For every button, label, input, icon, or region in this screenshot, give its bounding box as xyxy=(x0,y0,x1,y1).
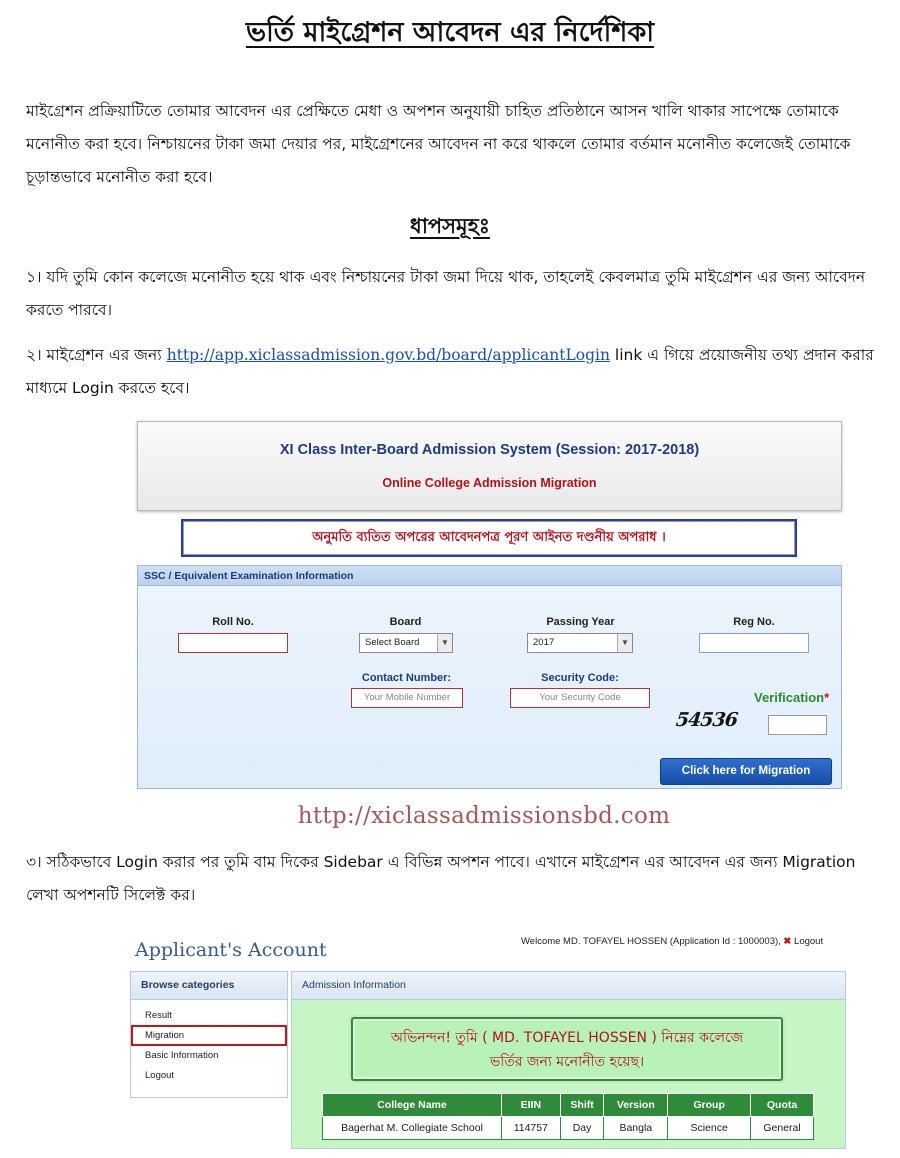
passing-year-value: 2017 xyxy=(533,637,555,648)
sidebar-item-logout[interactable]: Logout xyxy=(145,1070,175,1081)
congratulations-box xyxy=(351,1017,783,1081)
contact-input[interactable]: Your Mobile Number xyxy=(351,688,463,708)
welcome-text: Welcome MD. TOFAYEL HOSSEN (Application Id : 1000003), xyxy=(521,936,781,947)
document-title: ভর্তি মাইগ্রেশন আবেদন এর নির্দেশিকা xyxy=(245,17,655,48)
step-1 xyxy=(26,261,886,327)
intro-line: মনোনীত করা হবে। নিশ্চায়নের টাকা জমা দেয়ার পর, মাইগ্রেশনের আবেদন না করে থাকলে তোমার বর্তমান মনোনীত কলেজেই তোমাকে xyxy=(26,135,851,153)
table-cell: Bangla xyxy=(604,1117,668,1140)
intro-paragraph xyxy=(26,95,886,194)
admission-panel-title: Admission Information xyxy=(292,972,845,1000)
table-header: College Name xyxy=(323,1094,502,1117)
migration-button[interactable]: Click here for Migration xyxy=(660,758,832,785)
intro-line: মাইগ্রেশন প্রক্রিয়াটিতে তোমার আবেদন এর প্রেক্ষিতে মেধা ও অপশন অনুযায়ী চাহিত প্রতিষ্ঠানে আসন খালি থাকার সাপেক্ষে তোমাকে xyxy=(26,102,839,120)
sidebar-item-basic-information[interactable]: Basic Information xyxy=(145,1050,219,1061)
roll-label: Roll No. xyxy=(212,616,254,628)
system-header-box xyxy=(137,421,842,511)
step-2-line xyxy=(26,339,886,372)
captcha-image: 54536 xyxy=(674,709,739,731)
passing-year-select[interactable] xyxy=(527,633,633,653)
table-cell: Bagerhat M. Collegiate School xyxy=(323,1117,502,1140)
step-2-line-2: মাধ্যমে Login করতে হবে। xyxy=(26,379,190,397)
security-input[interactable]: Your Security Code xyxy=(510,688,650,708)
table-cell: General xyxy=(751,1117,814,1140)
legal-warning: অনুমতি ব্যতিত অপরের আবেদনপত্র পূরণ আইনত দণ্ডনীয় অপরাধ । xyxy=(181,519,797,557)
verification-text: Verification xyxy=(754,690,825,705)
step-3-line: লেখা অপশনটি সিলেক্ট কর। xyxy=(26,886,196,904)
close-icon[interactable]: ✖ xyxy=(783,936,792,947)
reg-label: Reg No. xyxy=(733,616,775,628)
congrats-line-1: অভিনন্দন! তুমি ( MD. TOFAYEL HOSSEN ) নিম্নের কলেজে xyxy=(390,1030,744,1046)
sidebar-item-result[interactable]: Result xyxy=(145,1010,172,1021)
security-label: Security Code: xyxy=(541,672,619,684)
table-row xyxy=(323,1117,814,1140)
step-2-prefix: ২। মাইগ্রেশন এর জন্য xyxy=(26,346,167,364)
table-header-row xyxy=(323,1094,814,1117)
required-star: * xyxy=(824,690,830,705)
board-select-value: Select Board xyxy=(365,637,420,648)
sidebar-item-migration[interactable]: Migration xyxy=(145,1030,185,1041)
chevron-down-icon: ▼ xyxy=(617,634,632,652)
reg-input[interactable] xyxy=(699,633,809,653)
table-cell: Day xyxy=(560,1117,604,1140)
watermark: http://xiclassadmissionsbd.com xyxy=(297,803,671,829)
ssc-info-panel xyxy=(137,565,842,789)
contact-label: Contact Number: xyxy=(361,672,452,684)
step-3 xyxy=(26,846,886,912)
system-subtitle: Online College Admission Migration xyxy=(382,476,597,490)
intro-line: চূড়ান্তভাবে মনোনীত করা হবে। xyxy=(26,168,213,186)
verification-label xyxy=(754,690,829,705)
sidebar xyxy=(130,971,288,1098)
step-3-line: ৩। সঠিকভাবে Login করার পর তুমি বাম দিকের Sidebar এ বিভিন্ন অপশন পাবে। এখানে মাইগ্রেশন এর আবেদন এর জন্য Migration xyxy=(26,853,856,871)
welcome-bar xyxy=(521,936,823,947)
account-title: Applicant's Account xyxy=(135,939,327,961)
verification-input[interactable] xyxy=(768,715,827,735)
step-2-suffix: link এ গিয়ে প্রয়োজনীয় তথ্য প্রদান করার xyxy=(609,346,874,364)
step-1-line: ১। যদি তুমি কোন কলেজে মনোনীত হয়ে থাক এবং নিশ্চায়নের টাকা জমা দিয়ে থাক, তাহলেই কেবলমাত্র তুমি মাইগ্রেশন এর জন্য আবেদন xyxy=(26,268,866,286)
college-table xyxy=(322,1093,814,1140)
applicant-login-link[interactable]: http://app.xiclassadmission.gov.bd/board/applicantLogin xyxy=(166,346,610,364)
congrats-line-2: ভর্তির জন্য মনোনীত হয়েছ। xyxy=(489,1054,645,1070)
table-header: EIIN xyxy=(502,1094,561,1117)
sidebar-title: Browse categories xyxy=(131,972,287,1000)
steps-heading: ধাপসমূহঃ xyxy=(410,214,490,238)
table-cell: Science xyxy=(668,1117,751,1140)
step-1-line: করতে পারবে। xyxy=(26,301,113,319)
admission-info-panel xyxy=(291,971,846,1149)
logout-link[interactable]: Logout xyxy=(794,936,824,947)
step-2 xyxy=(26,339,886,405)
table-cell: 114757 xyxy=(502,1117,561,1140)
board-select[interactable] xyxy=(359,633,453,653)
board-label: Board xyxy=(389,616,422,628)
table-header: Group xyxy=(668,1094,751,1117)
passing-year-label: Passing Year xyxy=(546,616,615,628)
table-header: Version xyxy=(604,1094,668,1117)
table-header: Shift xyxy=(560,1094,604,1117)
table-header: Quota xyxy=(751,1094,814,1117)
system-title: XI Class Inter-Board Admission System (Session: 2017-2018) xyxy=(279,442,700,458)
roll-input[interactable] xyxy=(178,633,288,653)
chevron-down-icon: ▼ xyxy=(437,634,452,652)
ssc-panel-title: SSC / Equivalent Examination Information xyxy=(138,566,841,586)
